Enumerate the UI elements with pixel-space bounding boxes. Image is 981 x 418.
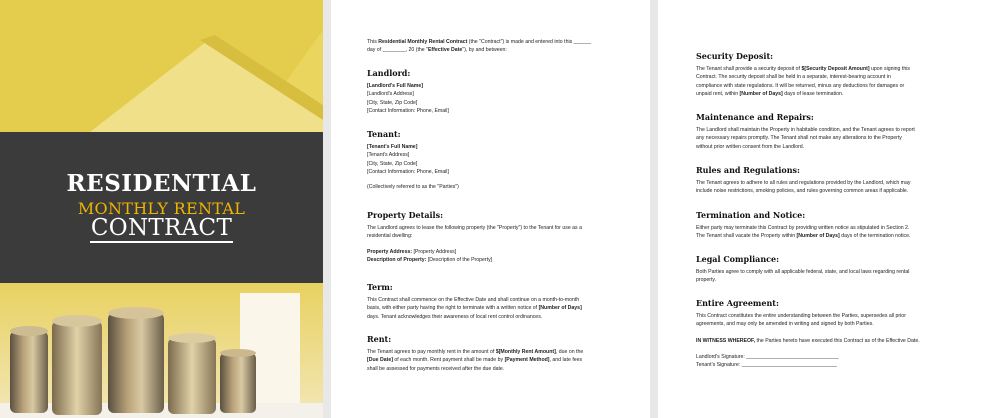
maintenance-section (696, 112, 966, 151)
term-heading: Term: (367, 282, 393, 292)
intro-text: (the "Contract") is made and entered into this ______ (467, 39, 591, 45)
contract-name: Residential Monthly Rental Contract (378, 39, 468, 45)
deposit-text: upon signing this (869, 66, 910, 72)
property-address-label: Property Address: (367, 248, 413, 255)
landlord-signature-line: Landlord's Signature: ________________________________ (696, 353, 839, 360)
cover-page (0, 0, 323, 418)
deposit-text: days of lease termination. (782, 90, 844, 97)
deposit-amount: $[Security Deposit Amount] (801, 66, 870, 72)
rent-section (367, 334, 632, 373)
deposit-days: [Number of Days] (739, 90, 783, 97)
landlord-heading: Landlord: (367, 68, 411, 78)
deposit-text: unpaid rent, within (696, 90, 740, 97)
rent-heading: Rent: (367, 334, 392, 344)
entire-agreement-heading: Entire Agreement: (696, 298, 779, 308)
maintenance-text: The Landlord shall maintain the Property in habitable condition, and the Tenant agrees to report (696, 127, 915, 133)
termination-days: [Number of Days] (796, 233, 840, 240)
parties-note: (Collectively referred to as the "Parties") (367, 184, 459, 191)
term-text: days. Tenant acknowledges their awareness of local rent control ordinances. (367, 313, 543, 320)
entire-agreement-section (696, 298, 966, 369)
termination-text: The Tenant shall vacate the Property within (696, 233, 797, 240)
term-text: This Contract shall commence on the Effective Date and shall continue on a month-to-month (367, 297, 580, 303)
legal-section (696, 254, 966, 285)
effective-date-label: Effective Date (427, 47, 463, 54)
legal-heading: Legal Compliance: (696, 254, 780, 264)
cover-title-residential: RESIDENTIAL (66, 170, 257, 197)
rules-section (696, 165, 966, 196)
termination-text: days of the termination notice. (839, 233, 911, 240)
entire-agreement-text: This Contract constitutes the entire understanding between the Parties, supersedes all prior (696, 313, 906, 319)
maintenance-heading: Maintenance and Repairs: (696, 112, 814, 122)
rent-text: , due on the (555, 349, 584, 355)
deposit-heading: Security Deposit: (696, 51, 774, 61)
property-section (367, 210, 632, 264)
property-text: residential dwelling: (367, 233, 413, 240)
witness-label: IN WITNESS WHEREOF, (696, 337, 756, 344)
tenant-name: [Tenant's Full Name] (367, 144, 418, 150)
term-text: basis, with either party having the right to terminate with a written notice of (367, 305, 539, 312)
deposit-text: Contract. The security deposit shall be held in a separate, interest-bearing account in (696, 74, 891, 81)
property-desc-label: Description of Property: (367, 256, 427, 263)
rules-text: The Tenant agrees to adhere to all rules and regulations provided by the Landlord, which may (696, 180, 911, 186)
landlord-section (367, 68, 632, 115)
entire-agreement-text: agreements, and may only be amended in writing and signed by both Parties. (696, 321, 874, 328)
rent-amount: $[Monthly Rent Amount] (495, 349, 556, 355)
tenant-city: [City, State, Zip Code] (367, 160, 418, 167)
deposit-section (696, 51, 966, 98)
contract-page-1 (331, 0, 650, 418)
term-section (367, 282, 632, 321)
landlord-contact: [Contact Information: Phone, Email] (367, 107, 449, 114)
rules-heading: Rules and Regulations: (696, 165, 800, 175)
rules-text: include noise restrictions, smoking policies, and rules governing common areas if applicable. (696, 188, 909, 195)
tenant-heading: Tenant: (367, 129, 401, 139)
intro-text: This (367, 39, 379, 45)
maintenance-text: any necessary repairs promptly. The Tenant shall not make any alterations to the Property (696, 135, 902, 142)
termination-heading: Termination and Notice: (696, 210, 806, 220)
witness-text: the Parties hereto have executed this Contract as of the Effective Date. (755, 337, 920, 344)
rent-text: , and late fees (549, 357, 583, 364)
house-roof-image (0, 0, 323, 132)
tenant-contact: [Contact Information: Phone, Email] (367, 168, 449, 175)
intro-text: day of ________, 20 (the " (367, 47, 428, 54)
rent-text: The Tenant agrees to pay monthly rent in the amount of (367, 349, 496, 355)
cover-title-monthly-rental: MONTHLY RENTAL (77, 199, 246, 218)
contract-page-2 (658, 0, 981, 418)
rent-text: shall be assessed for payments received after the due date. (367, 365, 505, 372)
deposit-text: compliance with state regulations. It will be returned, minus any deductions for damages or (696, 82, 905, 89)
term-days: [Number of Days] (538, 305, 582, 312)
legal-text: Both Parties agree to comply with all applicable federal, state, and local laws regarding rental (696, 269, 910, 275)
property-heading: Property Details: (367, 210, 444, 220)
deposit-text: The Tenant shall provide a security deposit of (696, 66, 802, 72)
intro-text: "), by and between: (462, 47, 507, 54)
property-text: The Landlord agrees to lease the following property (the "Property") to the Tenant for use as a (367, 225, 582, 231)
maintenance-text: without prior written consent from the Landlord. (696, 143, 805, 150)
property-address-value: [Property Address] (412, 248, 457, 255)
rent-due-date: [Due Date] (367, 357, 393, 364)
rent-payment-method: [Payment Method] (504, 357, 550, 364)
landlord-city: [City, State, Zip Code] (367, 99, 418, 106)
intro-paragraph (367, 38, 632, 55)
landlord-name: [Landlord's Full Name] (367, 83, 423, 89)
tenant-signature-line: Tenant's Signature: _________________________________ (696, 362, 837, 369)
property-desc-value: [Description of the Property] (426, 256, 493, 263)
cover-title-contract: CONTRACT (90, 215, 233, 241)
coin-stacks-image (0, 283, 323, 418)
tenant-address: [Tenant's Address] (367, 152, 410, 159)
termination-text: Either party may terminate this Contract by providing written notice as stipulated in Section 2. (696, 225, 910, 231)
landlord-address: [Landlord's Address] (367, 91, 414, 98)
rent-text: of each month. Rent payment shall be made by (392, 357, 505, 364)
tenant-section (367, 129, 632, 191)
legal-text: property. (696, 277, 717, 284)
termination-section (696, 210, 966, 241)
